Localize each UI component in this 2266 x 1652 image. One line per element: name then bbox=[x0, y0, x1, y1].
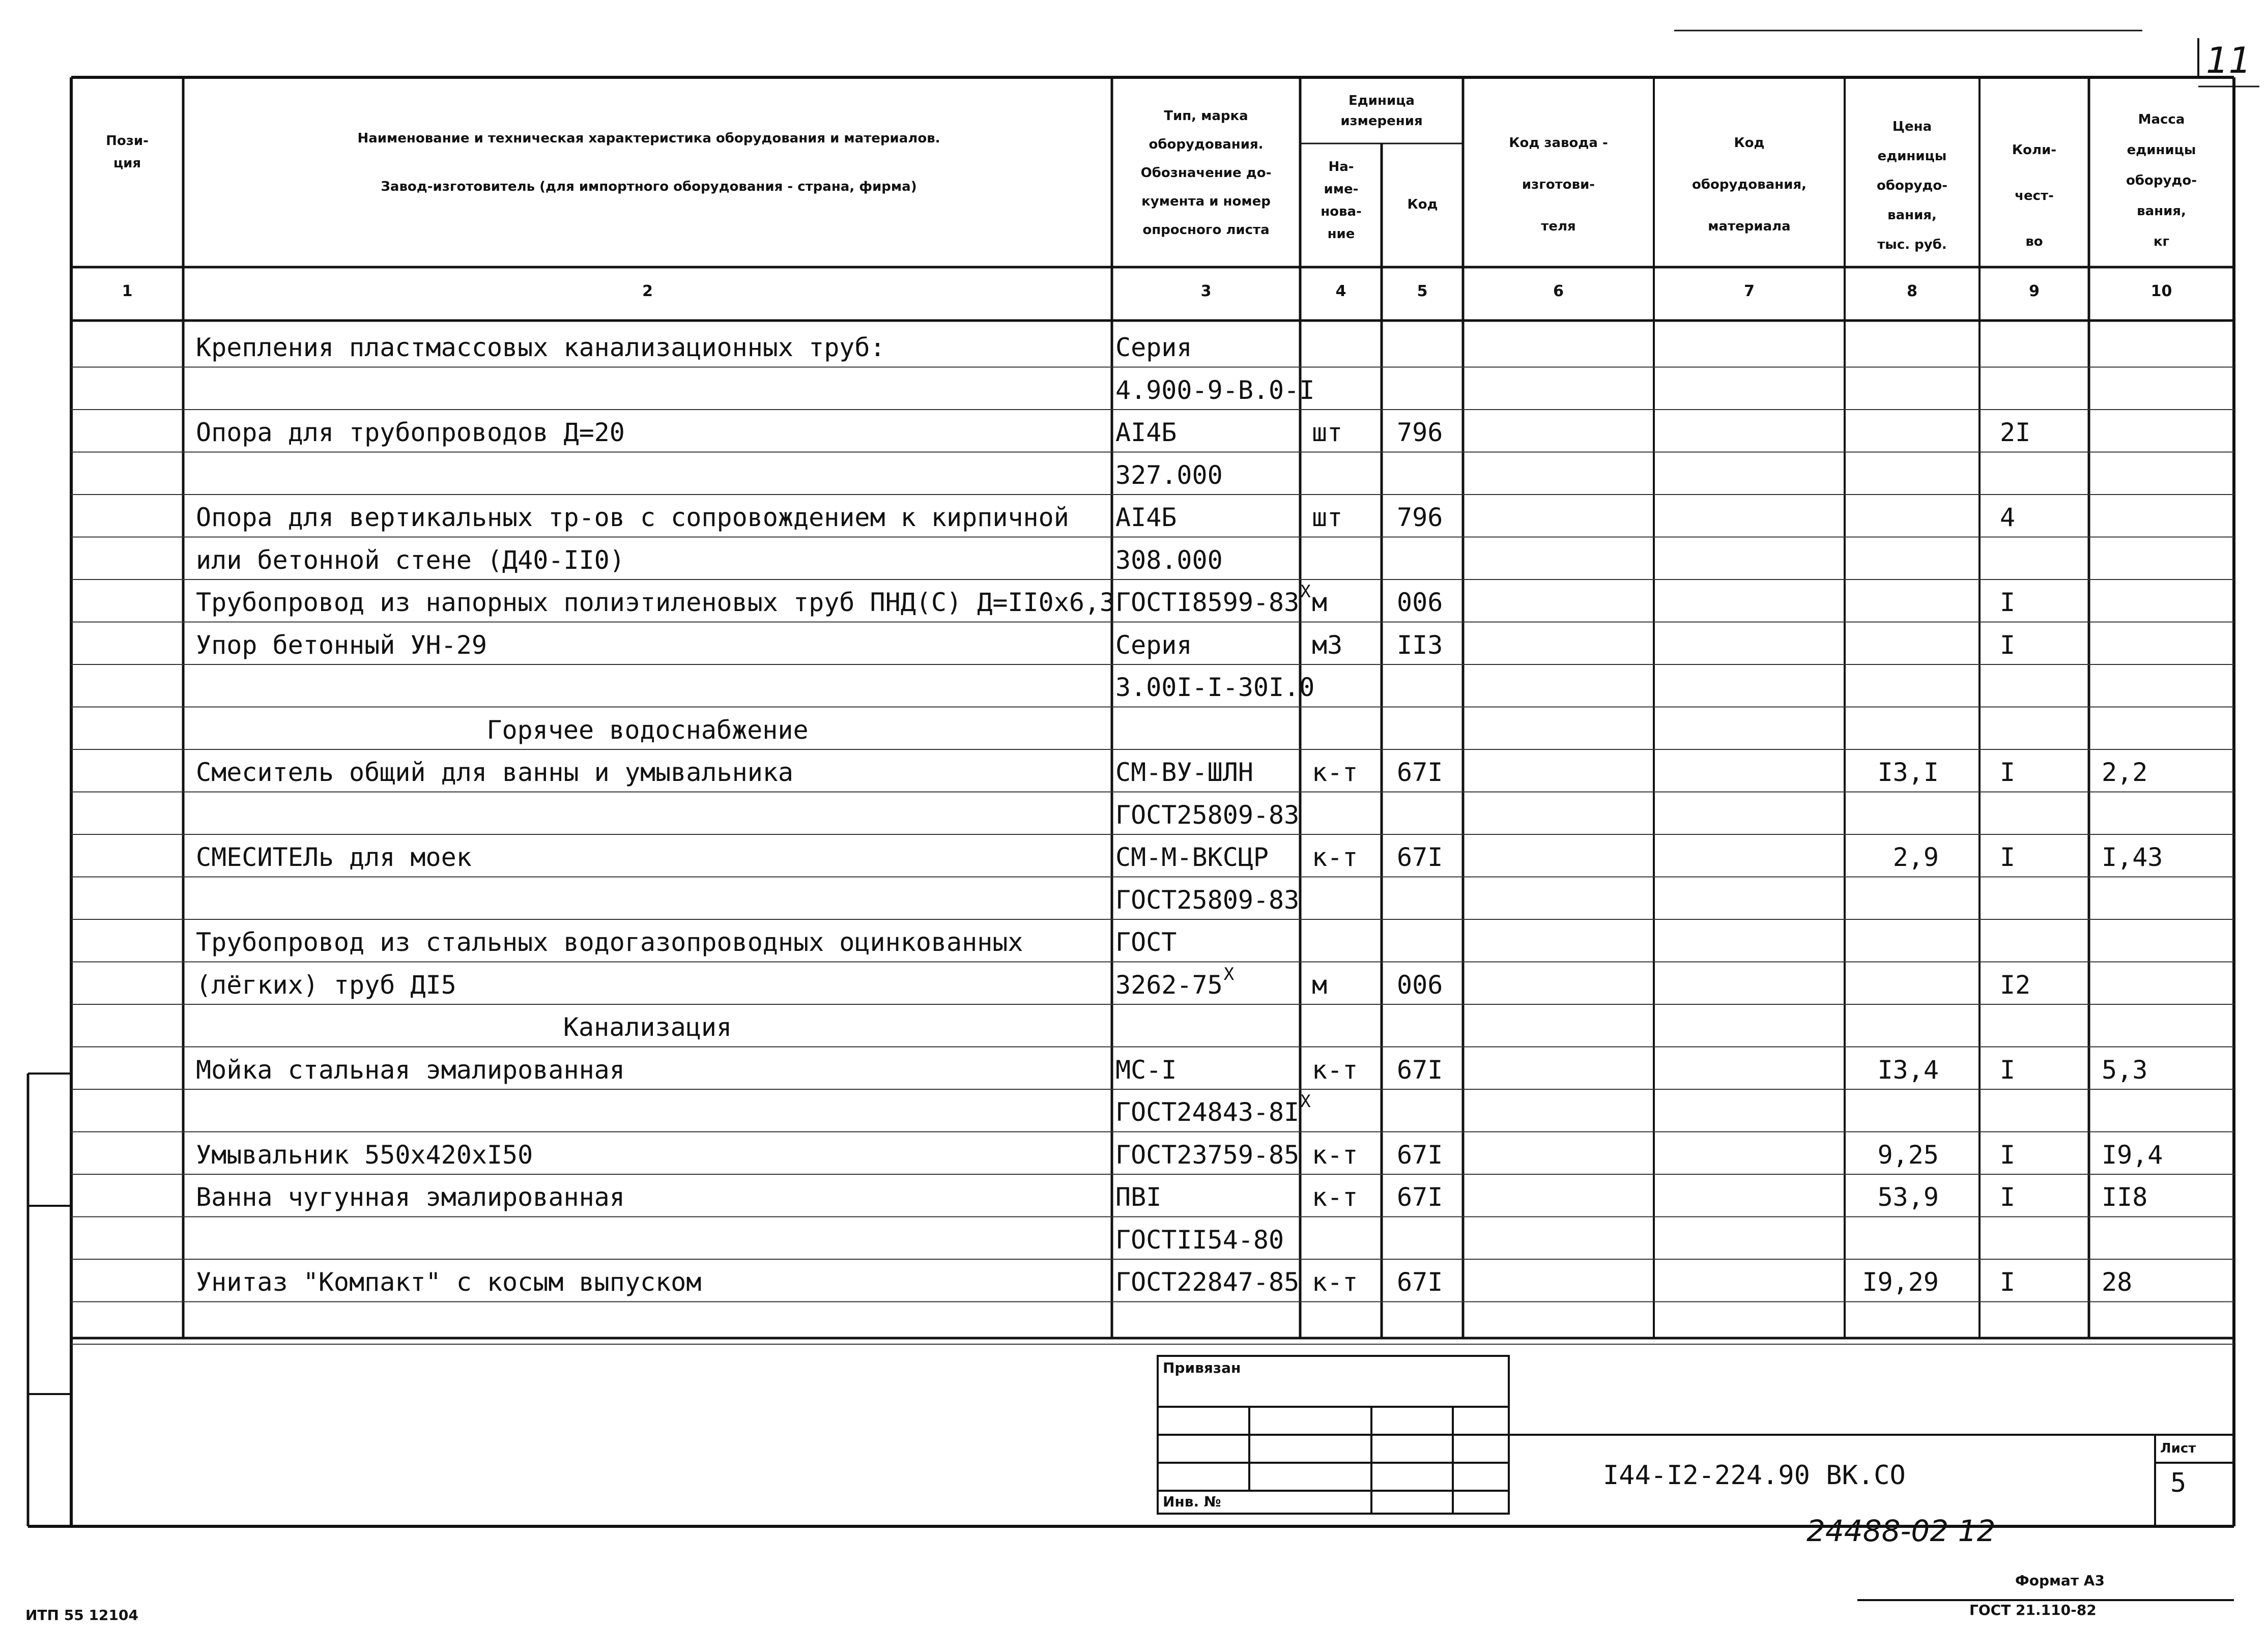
cell-type: 3.00I-I-30I.0 bbox=[1115, 673, 1315, 702]
cell-unit: м bbox=[1312, 970, 1328, 1000]
header-col9: Коли- чест- во bbox=[2012, 142, 2057, 249]
colnum-3: 3 bbox=[1200, 282, 1212, 300]
cell-type: СМ-М-ВКСЦР bbox=[1115, 843, 1269, 872]
superscript-mark: Х bbox=[1300, 582, 1311, 602]
cell-type: 308.000 bbox=[1115, 545, 1223, 575]
cell-type: ГОСТI8599-83 bbox=[1115, 588, 1300, 617]
cell-name: или бетонной стене (Д40-II0) bbox=[196, 545, 625, 575]
cell-code: 67I bbox=[1397, 1267, 1443, 1297]
cell-type: 327.000 bbox=[1115, 460, 1223, 490]
header-col8: Цена единицы оборудо- вания, тыс. руб. bbox=[1876, 119, 1948, 252]
cell-name: Крепления пластмассовых канализационных труб: bbox=[196, 333, 885, 362]
header-col3: Тип, марка оборудования. Обозначение до- кумента и номер опросного листа bbox=[1140, 108, 1272, 238]
cell-mass: I,43 bbox=[2102, 843, 2163, 872]
header-col2-line1: Наименование и техническая характеристика оборудования и материалов. bbox=[357, 131, 940, 146]
cell-unit: м bbox=[1312, 588, 1328, 617]
cell-type: ГОСТ25809-83 bbox=[1115, 885, 1300, 915]
cell-name: Опора для трубопроводов Д=20 bbox=[196, 418, 625, 447]
cell-qty: I bbox=[2000, 630, 2016, 660]
cell-name: Мойка стальная эмалированная bbox=[196, 1055, 625, 1085]
cell-name: Унитаз "Компакт" с косым выпуском bbox=[196, 1267, 702, 1297]
cell-type: ГОСТ24843-8I bbox=[1115, 1097, 1300, 1127]
footer-left-code: ИТП 55 12104 bbox=[25, 1607, 138, 1624]
cell-type: 3262-75 bbox=[1115, 970, 1223, 1000]
sheet-label: Лист bbox=[2160, 1441, 2196, 1456]
colnum-1: 1 bbox=[122, 282, 133, 300]
cell-mass: II8 bbox=[2102, 1182, 2148, 1212]
colnum-9: 9 bbox=[2029, 282, 2040, 300]
cell-name: Ванна чугунная эмалированная bbox=[196, 1182, 625, 1212]
cell-type: ГОСТ25809-83 bbox=[1115, 800, 1300, 830]
cell-unit: к-т bbox=[1312, 1182, 1358, 1212]
cell-unit: к-т bbox=[1312, 758, 1358, 787]
cell-code: 67I bbox=[1397, 843, 1443, 872]
header-col1: Пози- ция bbox=[106, 133, 149, 171]
cell-unit: шт bbox=[1312, 503, 1343, 532]
cell-unit: к-т bbox=[1312, 1267, 1358, 1297]
cell-unit: шт bbox=[1312, 418, 1343, 447]
cell-name: Упор бетонный УН-29 bbox=[196, 630, 487, 660]
cell-type: ПВI bbox=[1115, 1182, 1162, 1212]
cell-price: 9,25 bbox=[1877, 1140, 1939, 1170]
cell-name: Смеситель общий для ванны и умывальника bbox=[196, 758, 793, 787]
document-code: I44-I2-224.90 ВК.СО bbox=[1603, 1460, 1906, 1491]
cell-name: Трубопровод из напорных полиэтиленовых труб ПНД(С) Д=II0х6,3 bbox=[196, 588, 1115, 617]
format-label: Формат А3 bbox=[2015, 1572, 2105, 1589]
cell-name: (лёгких) труб ДI5 bbox=[196, 970, 456, 1000]
colnum-7: 7 bbox=[1744, 282, 1755, 300]
cell-qty: I bbox=[2000, 588, 2016, 617]
header-unit-group: Единица измерения bbox=[1340, 93, 1423, 129]
header-col10: Масса единицы оборудо- вания, кг bbox=[2126, 112, 2197, 249]
cell-type: Серия bbox=[1115, 630, 1192, 660]
cell-type: МС-I bbox=[1115, 1055, 1177, 1085]
cell-name: Трубопровод из стальных водогазопроводных оцинкованных bbox=[196, 928, 1023, 957]
superscript-mark: Х bbox=[1300, 1091, 1311, 1112]
cell-unit: к-т bbox=[1312, 843, 1358, 872]
cell-code: 67I bbox=[1397, 1055, 1443, 1085]
cell-type: 4.900-9-В.0-I bbox=[1115, 375, 1315, 405]
cell-price: I9,29 bbox=[1862, 1267, 1939, 1297]
sheet-number: 5 bbox=[2170, 1468, 2187, 1498]
cell-name: Умывальник 550х420хI50 bbox=[196, 1140, 533, 1170]
cell-qty: I2 bbox=[2000, 970, 2031, 1000]
cell-type: ГОСТ23759-85 bbox=[1115, 1140, 1300, 1170]
cell-price: I3,4 bbox=[1877, 1055, 1939, 1085]
sheet-corner-number: 11 bbox=[2206, 40, 2252, 81]
cell-name: Горячее водоснабжение bbox=[486, 715, 809, 745]
cell-code: 006 bbox=[1397, 588, 1443, 617]
header-col4: На- име- нова- ние bbox=[1321, 159, 1362, 242]
cell-code: 796 bbox=[1397, 418, 1443, 447]
cell-mass: I9,4 bbox=[2102, 1140, 2163, 1170]
cell-code: 796 bbox=[1397, 503, 1443, 532]
cell-price: 2,9 bbox=[1892, 843, 1939, 872]
cell-code: 67I bbox=[1397, 1182, 1443, 1212]
cell-qty: I bbox=[2000, 843, 2016, 872]
cell-code: 006 bbox=[1397, 970, 1443, 1000]
handwritten-number: 24488-02 12 bbox=[1806, 1514, 1996, 1548]
cell-name: Канализация bbox=[563, 1012, 732, 1042]
colnum-2: 2 bbox=[642, 282, 653, 300]
cell-type: ГОСТ bbox=[1115, 928, 1177, 957]
stamp-inv-label: Инв. № bbox=[1163, 1493, 1221, 1510]
colnum-4: 4 bbox=[1335, 282, 1346, 300]
gost-label: ГОСТ 21.110-82 bbox=[1969, 1602, 2097, 1618]
colnum-10: 10 bbox=[2150, 282, 2172, 300]
colnum-6: 6 bbox=[1553, 282, 1564, 300]
cell-type: СМ-ВУ-ШЛН bbox=[1115, 758, 1253, 787]
cell-unit: к-т bbox=[1312, 1055, 1358, 1085]
cell-qty: 2I bbox=[2000, 418, 2031, 447]
cell-qty: 4 bbox=[2000, 503, 2016, 532]
cell-name: СМЕСИТЕЛь для моек bbox=[196, 843, 472, 872]
cell-code: 67I bbox=[1397, 1140, 1443, 1170]
cell-type: Серия bbox=[1115, 333, 1192, 362]
stamp-tied-label: Привязан bbox=[1163, 1359, 1241, 1376]
cell-type: ГОСТ22847-85 bbox=[1115, 1267, 1300, 1297]
cell-type: АI4Б bbox=[1115, 503, 1177, 532]
header-col2-line2: Завод-изготовитель (для импортного оборудования - страна, фирма) bbox=[381, 179, 917, 194]
colnum-5: 5 bbox=[1417, 282, 1428, 300]
cell-type: АI4Б bbox=[1115, 418, 1177, 447]
cell-mass: 2,2 bbox=[2102, 758, 2148, 787]
cell-price: 53,9 bbox=[1877, 1182, 1939, 1212]
cell-mass: 5,3 bbox=[2102, 1055, 2148, 1085]
superscript-mark: Х bbox=[1223, 964, 1235, 984]
cell-qty: I bbox=[2000, 1182, 2016, 1212]
cell-name: Опора для вертикальных тр-ов с сопровождением к кирпичной bbox=[196, 503, 1069, 532]
cell-code: 67I bbox=[1397, 758, 1443, 787]
colnum-8: 8 bbox=[1907, 282, 1917, 300]
cell-qty: I bbox=[2000, 758, 2016, 787]
cell-qty: I bbox=[2000, 1140, 2016, 1170]
cell-price: I3,I bbox=[1877, 758, 1939, 787]
cell-mass: 28 bbox=[2102, 1267, 2133, 1297]
cell-type: ГОСТII54-80 bbox=[1115, 1225, 1284, 1255]
header-col6: Код завода - изготови- теля bbox=[1509, 135, 1608, 234]
header-col7: Код оборудования, материала bbox=[1691, 135, 1807, 234]
header-col5: Код bbox=[1407, 197, 1438, 212]
cell-qty: I bbox=[2000, 1267, 2016, 1297]
cell-qty: I bbox=[2000, 1055, 2016, 1085]
cell-code: II3 bbox=[1397, 630, 1443, 660]
cell-unit: к-т bbox=[1312, 1140, 1358, 1170]
cell-unit: м3 bbox=[1312, 630, 1343, 660]
